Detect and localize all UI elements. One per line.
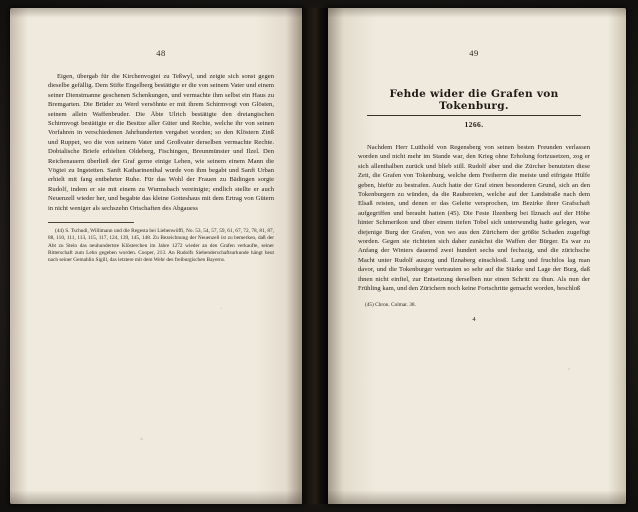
footnote-divider — [48, 222, 134, 223]
chapter-year: 1266. — [464, 120, 484, 129]
right-page-folio: 49 — [469, 48, 479, 58]
right-page — [328, 8, 626, 504]
left-page-body — [48, 72, 274, 213]
right-page-footnotes — [358, 302, 590, 309]
left-page-folio: 48 — [156, 48, 166, 58]
footnote-entry: (44) S. Tschudi, Willimann und die Regesta bei Liebenwöffi, No. 53, 54, 57, 59, 61, 67, 72, 78, 81, 87, 88, 110, 111, 113, 115, 117, 124, 139, 145, 148. Zu Bezeichnung der Neuenzell ist zu bemerken, daß der Abt zu Stein das neuhundertste Klösterchen im Jahre 1272 wieder an den Grafen verkaufte, seiner Ritterschaft zum Lehn gegeben worden. Cooper, 213. An Rudolfs Siebenderschaftsurkunde hängt heut nach seiner Gemahlin Sigill, das letztere mit dem Wehr des freiburgischen Bayerns. — [48, 228, 274, 264]
right-page-body — [358, 143, 590, 294]
left-text-column — [48, 8, 274, 504]
heading-rule — [367, 115, 581, 116]
open-book — [10, 8, 628, 504]
right-body-paragraph: Nachdem Herr Luithold von Regensberg von seinen besten Freunden verlassen worden und nicht mehr im Stande war, den Krieg ohne Erholung fortzusetzen, zog er sich allenthalben zurück und blieb still. Rudolf aber und die Zürcher benutzten diese Zeit, die Grafen von Tokenburg, welche dem Freiherrn die meiste und eifrigste Hülfe geben, hiefür zu bestrafen. Auch hatte der Graf einen besonderen Grund, sich an den Tokenburgern zu wünden, da die Raubereien, welche auf der Landstraße nach dem Elsaß reisten, und denen er das Geleite versprochen, im Bezirke ihrer Grafschaft aufgegriffen und beraubt hatten (45). Die Feste Ilzenberg bei Ilznach auf der Höhe hinter Schmerikon und über einem tiefen Tobel sich unterwundig hatte gelegen, war diejenige Burg der Grafen, von wo aus den Zürichern der größte Schaden zugefügt worden. Gegen sie richteten sich daher zunächst die Waffen der Bürger. Es war zu Anfang der Winters dauernd zwei hundert sechs und fechszig, und die zürichsche Macht unter Rudolf auszog und Ilznaberg einschlosß. Lang und fruchtlos lag man davor, und die Tokenburger vertrauten so sehr auf die Stärke und Lage der Burg, daß ihnen nicht einfiel, zur Entsetzung derselben nur einen Schritt zu thun. Als nun der Frühling kam, und den Zürichern noch keine Fortschritte gemacht worden, beschloß — [358, 144, 590, 293]
left-page-footnotes — [48, 228, 274, 264]
footnote-entry: (45) Chron. Colmar. 38. — [365, 301, 416, 308]
left-body-paragraph: Eigen, übergab für die Kirchenvogtei zu Teßwyl, und zeigte sich sonst gegen dieselbe gefällig. Dem Stifte Engelberg bestätigte er die von seinem Vater und einem seiner Dienstmanne geschenen Schenkungen, und vermachte ihm selbst ein Haus zu Bremgarten. Die Brüder zu Werd versöhnte er mit ihrem Schirmvogt von Glösten, seinem allein Waffenbruder. Die Äbte Ulrich bestätigte den dreiangischen Schirmvogt bestätigte er die Besitze aller Güter und Rechte, welche ihr von seinen Vorfahren in verschiedenen Jahrhunderten vergabet worden; so den Klöstern Zinß und Ruppet, wo die von seinem Vater und Großvater derselben vermachte Rechte. Dobtalische Briefe erhielten Oldeberg, Fischingen, Breunmünster und Ilzel. Den Reichenauern überließ der Graf gerne einige Lehen, wie seinem einem Mann die Vögtei zu Ingstetten. Sanft Katharinenthal wurde von ihm begabt und Sanft Urban erhielt mit fang entbehrter Ruhe. Für das Wohl der Frauen zu Bädingen sorgte Rudolf, indem er sie mit einem zu Wurmsbach vereinigte; endlich stellte er auch Neuenzell wieder her, und begabte das kleine Gotteshaus mit dem Ertrag von Gütern in nicht weniger als sechszehn Ortschaften des Abgauess — [48, 73, 274, 212]
book-gutter — [302, 8, 328, 504]
chapter-heading: Fehde wider die Grafen von Tokenburg. — [389, 88, 559, 112]
right-text-column — [358, 8, 590, 504]
signature-mark: 4 — [472, 315, 476, 323]
left-page — [10, 8, 302, 504]
